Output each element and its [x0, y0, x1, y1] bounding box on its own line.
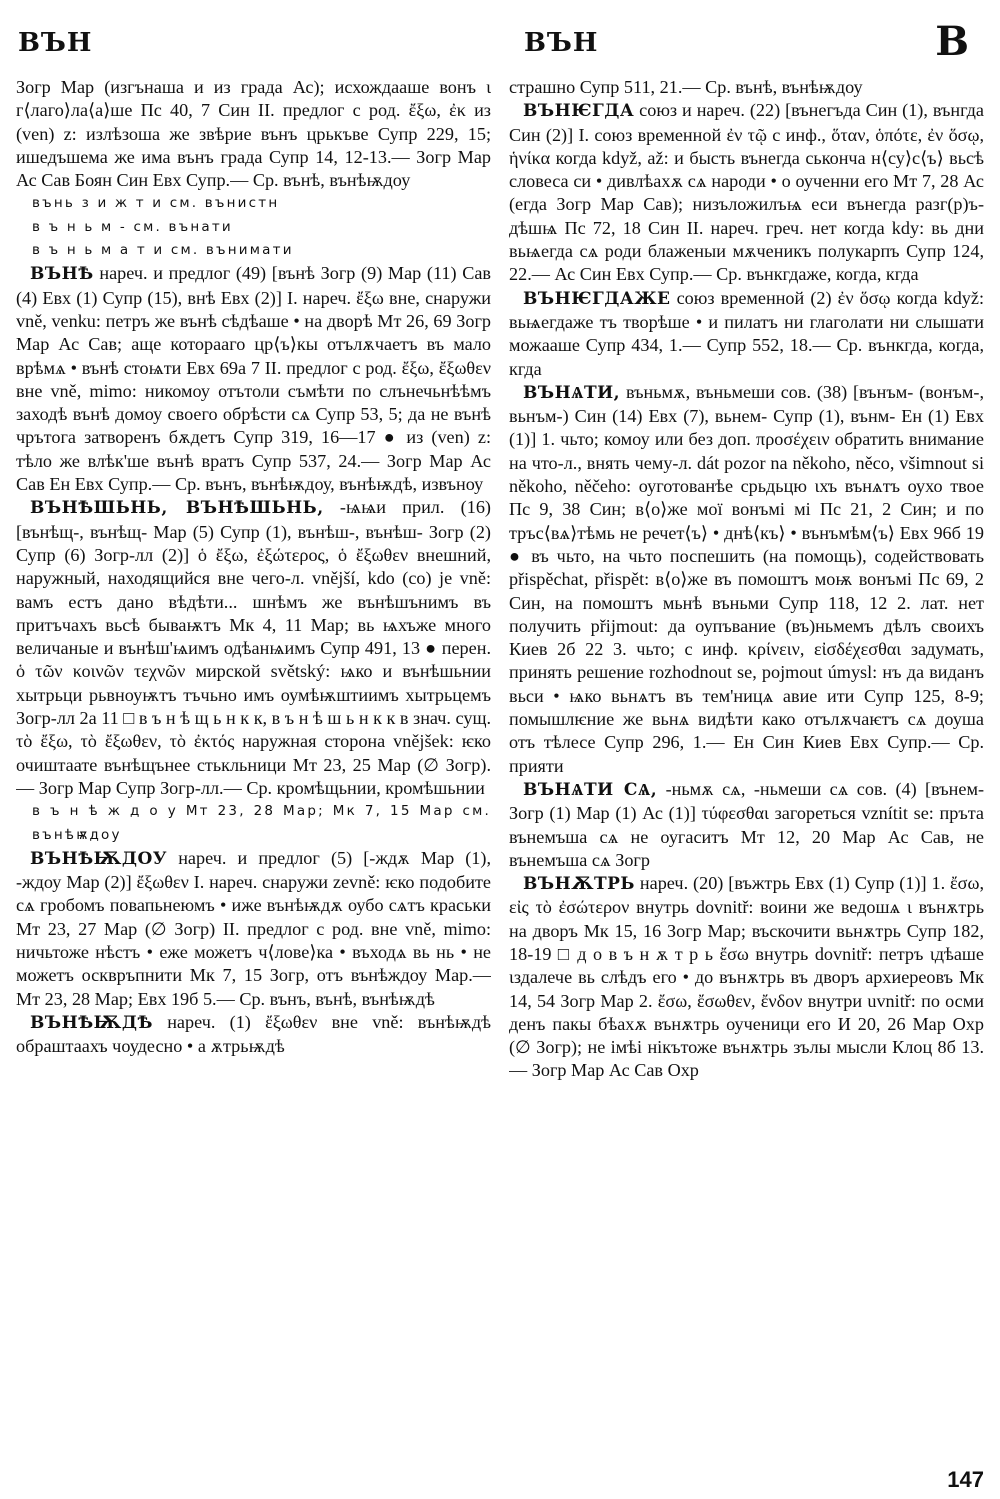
section-letter: В — [935, 18, 970, 65]
dictionary-entry — [509, 872, 984, 1083]
entry-body: -ѩѩи прил. (16) [вънѣщ-, вънѣщ- Мар (5) Супр (1), вънѣш-, вънѣш- Зогр (2) Супр (6) Зогр-лл (2)] ὁ ἔξω, ἐξώτερος, ὁ ἔξωθεν внешний, наружный, находящийся вне чего-л. vnější, kdo (co) je vně: вамъ естъ дано вѣдѣти... шнѣмъ же вънѣшънимъ въ притъчахъ вьсѣ бываѭтъ Мк 4, 11 Мар; вь ѩхъже много величаные и вънѣш'ѩимъ одѣанѩимъ Супр 491, 13 ● перен. ὁ τῶν κοινῶν τεχνῶν мирской světský: ѩко и вънѣшьнии хытрьци рьвноуѭтъ тъчьно имъ оумѣѭштиимъ хытрьцемъ Зогр-лл 2а 11 □ в ъ н ѣ щ ь н к к, в ъ н ѣ ш ь н к к в знач. сущ. τὸ ἔξω, τὸ ἔξωθεν, τὸ ἐκτός наружная сторона vnějšek: ѥко очиштаате вънѣщънее стькльници Мт 23, 25 Мар (∅ Зогр).— Зогр Мар Супр Зогр-лл.— Ср. кромѣщьнии, кромѣшьнии — [16, 497, 491, 798]
headword: ВЪНѢШЬНЬ, ВЪНѢШЬНЬ, — [30, 498, 324, 519]
entry-body: въньмѫ, въньмеши сов. (38) [вънъм- (вонъм-, вьнъм-) Син (14) Евх (7), вьнем- Супр (1), вънм- Ен (1) Евх (1)] 1. чьто; комоу или без доп. προσέχειν обратить внимание на что-л., внять чему-л. dát pozor na někoho, něco, všimnout si někoho, něčeho: оуготованѣе срьдьцю ιхъ вънѧтъ оухо твое Пс 9, 38 Син; в⟨о⟩же мої вонъмі мі Пс 21, 2 Син; и по тръс⟨вѧ⟩тѣмь не речет⟨ъ⟩ • днѣ⟨къ⟩ • вънъмѣм⟨ъ⟩ Евх 96б 19 ● въ чьто, на чьто поспешить (на помощь), содействовать přispěchat, přispět: в⟨о⟩же въ помоштъ моѭ вонъмі Пс 69, 2 Син, на помоштъ мьнѣ въньми Супр 118, 12 2. лат. нет получить přijmout: да оупъвание (въ)ньмемъ дѣлъ своихъ Киев 2б 22 3. чьто; с инф. κρίνειν, εἰσδέχεσθαι задумать, принять решение rozhodnout se, pojmout úmysl: нъ да виданъ вьси • ѩко вьнѧтъ въ тем'ницѧ авие ити Супр 125, 8-9; помышлѥние же вьнѧ видѣти како отълѫчаѥтъ сѧ доуша отъ тѣлесе Супр 296, 1.— Ен Син Киев Евх Супр.— Ср. прияти — [509, 381, 984, 776]
dictionary-entry — [16, 1011, 491, 1059]
entry-body: нареч. и предлог (49) [вънѣ Зогр (9) Мар (11) Сав (4) Евх (1) Супр (15), внѣ Евх (2)] I. нареч. ἔξω вне, снаружи vně, venku: петръ же вънѣ сѣдѣаше • на дворѣ Мт 26, 69 Зогр Мар Ас Сав; аще которааго цр⟨ъ⟩кы отълѫчаетъ въ мало врѣмѧ • вънѣ стоѩти Евх 69а 7 II. предлог с род. ἔξω, ἔξωθεν вне vně, mimo: никомоу отътоли съмѣти по слънечьнѣѣмъ заходѣ вънѣ домоу своего обрѣсти сѧ Супр 53, 5; да не вънѣ чрътога затворенъ бѫдетъ Супр 319, 16—17 ● из (ven) z: тѣло же влѣк'ше вънѣ вратъ Супр 537, 24.— Зогр Мар Ас Сав Ен Евх Супр.— Ср. вънъ, вънѣѭдоу, вънѣѭдѣ, извъноу — [16, 263, 491, 495]
entry-continuation: Зогр Мар (изгънаша и из града Ас); исхождааше вонъ ι г⟨лаго⟩ла⟨а⟩ше Пс 40, 7 Син II. предлог с род. ἔξω, ἐκ из (ven) z: излѣзоша же звѣрие вънъ црькъве Супр 229, 15; ишедъшема же има вънъ града Супр 14, 12-13.— Зогр Мар Ас Сав Боян Син Евх Супр.— Ср. вънѣ, вънѣѭдоу — [16, 77, 491, 191]
headword: ВЪНѢ — [30, 264, 94, 285]
cross-reference: в ъ н ѣ ж д о у Мт 23, 28 Мар; Мк 7, 15 Мар см. вънѣѭдоу — [32, 803, 491, 843]
entry-body: союз и нареч. (22) [вънегъда Син (1), вънгда Син (2)] I. союз временной ἐν τῷ с инф., ὅταν, ὁπότε, ἐν ὅσῳ, ἡνίκα когда když, až: и бысть вънегда ськонча н⟨су⟩с⟨ъ⟩ вьсѣ словеса си • дивлѣахѫ сѧ народи • о оученни его Мт 7, 28 Ас (егда Зогр Мар Сав); низъложилъѩ еси вънегда разг(р)ъ-дѣшѩ Пс 72, 18 Син II. нареч. греч. нет когда kdy: вь дни вьѩегда сѧ роди блаженыи мѫченикъ полукарпъ Супр 124, 22.— Ас Син Евх Супр.— Ср. вънкгдаже, когда, кгда — [509, 100, 984, 285]
headword: ВЪНѤГДА — [523, 101, 635, 122]
dictionary-entry — [509, 778, 984, 872]
cross-reference: вънь з и ж т и см. вънистн — [32, 195, 280, 212]
right-column — [509, 76, 984, 1456]
entry-continuation: страшно Супр 511, 21.— Ср. вънѣ, вънѣѭдоу — [509, 77, 863, 97]
cross-reference: в ъ н ь м а т и см. вънимати — [32, 242, 294, 259]
entry-body: нареч. (20) [въжтрь Евх (1) Супр (1)] 1. ἔσω, εἰς τὸ ἐσώτερον внутрь dovnitř: воини же ведошѧ ι вънѫтрь на дворъ Мк 15, 16 Зогр Мар; въскочити вьнѫтрь Супр 182, 18-19 □ д о в ъ н ѫ т р ь ἔσω внутрь dovnitř: петръ ιдѣаше ιздалече вь слѣдъ его • до вънѫтрь въ дворъ архиереовъ Мк 14, 54 Зогр Мар 2. ἔσω, ἔσωθεν, ἔνδον внутри uvnitř: по осми денъ пакы бѣахѫ вънѫтрь оученици его И 20, 26 Мар Охр (∅ Зогр); не імѣі нікътоже вънѫтрь зълы мысли Клоц 8б 13.— Зогр Мар Ас Сав Охр — [509, 873, 984, 1081]
headword: ВЪНѤГДАЖЕ — [523, 288, 671, 309]
headword: ВЪНѪТРЬ — [523, 874, 635, 895]
headword: ВЪНѢѬДѢ — [30, 1012, 153, 1033]
dictionary-entry — [16, 847, 491, 1011]
cross-reference: в ъ н ь м - см. вънати — [32, 218, 233, 235]
left-column — [16, 76, 491, 1456]
entry-body: нареч. и предлог (5) [-ждѫ Мар (1), -ждоу Мар (2)] ἔξωθεν I. нареч. снаружи zevně: ѥко подобите сѧ гробомъ повапьнеюмъ • иже вънѣѭдѫ оубо сѧтъ краськи Мт 23, 27 Мар (∅ Зогр) II. предлог с род. вне vně, mimo: ничьтоже нѣстъ • еже можетъ ч⟨лове⟩ка • въходѧ вь нь • не можетъ осквръпнити Мк 7, 15 Зогр, отъ вънѣждоу Мар.— Мт 23, 28 Мар; Евх 19б 5.— Ср. вънъ, вънѣ, вънѣѭдѣ — [16, 847, 491, 1009]
dictionary-entry — [16, 496, 491, 800]
headword: ВЪНѦТИ, — [523, 382, 621, 403]
text-columns — [16, 76, 984, 1456]
entry-body: -ньмѫ сѧ, -ньмеши сѧ сов. (4) [вънем- Зогр (1) Мар (1) Ас (1)] τύφεσθαι загореться vznítit se: пръта вънемъша сѧ не оугаситъ Мт 12, 20 Мар Ас Сав, не вънемъша сѧ Зогр — [509, 778, 984, 870]
dictionary-entry — [16, 262, 491, 496]
entry-body: нареч. (1) ἔξωθεν вне vně: вънѣѭдѣ обраштаахъ чоудесно • а ѫтрьѭдѣ — [16, 1011, 491, 1057]
page-number: 147 — [947, 1467, 984, 1492]
headword: ВЪНѦТИ СѦ, — [523, 779, 658, 800]
running-head-left: ВЪН — [18, 28, 93, 58]
dictionary-entry — [509, 99, 984, 286]
entry-body: союз временной (2) ἐν ὅσῳ когда když: вьѩегдаже тъ творѣше • и пилатъ ни глаголати ни слышати можааше Супр 434, 1.— Супр 552, 18.— Ср. вънкгда, когда, кгда — [509, 287, 984, 379]
running-head — [16, 14, 984, 76]
headword: ВЪНѢѬДОУ — [30, 848, 168, 869]
dictionary-entry — [509, 287, 984, 381]
dictionary-entry — [509, 381, 984, 778]
running-head-center: ВЪН — [524, 28, 599, 58]
